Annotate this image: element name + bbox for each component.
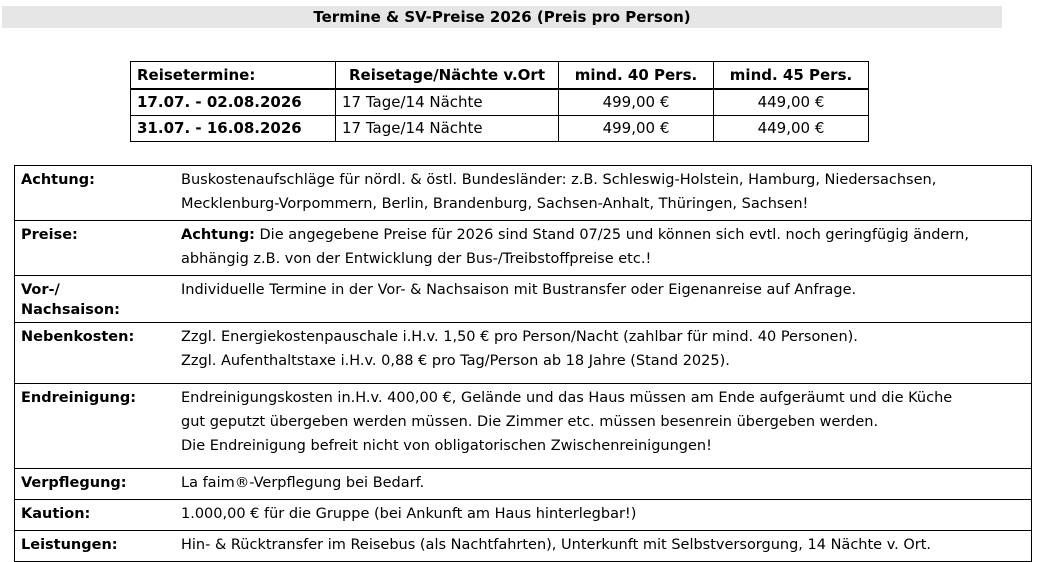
info-label: Endreinigung: — [21, 390, 137, 406]
info-value — [181, 325, 1031, 379]
info-text-line: abhängig z.B. von der Entwicklung der Bus-/Treibstoffpreise etc.! — [181, 251, 652, 267]
info-text-line: Zzgl. Aufenthaltstaxe i.H.v. 0,88 € pro Tag/Person ab 18 Jahre (Stand 2025). — [181, 353, 730, 369]
info-value — [181, 278, 1031, 318]
info-row-achtung — [15, 166, 1031, 220]
price-45-cell: 449,00 € — [714, 116, 869, 142]
info-text-line: gut geputzt übergeben werden müssen. Die Zimmer etc. müssen besenrein übergeben werden. — [181, 414, 879, 430]
info-text-line: Mecklenburg-Vorpommern, Berlin, Brandenburg, Sachsen-Anhalt, Thüringen, Sachsen! — [181, 196, 809, 212]
info-label: Verpflegung: — [21, 475, 127, 491]
info-label-line: Vor-/ — [21, 282, 60, 298]
date-cell: 17.07. - 02.08.2026 — [131, 89, 336, 116]
table-row — [131, 89, 869, 116]
info-label: Leistungen: — [21, 537, 118, 553]
info-row-vorsaison — [15, 275, 1031, 322]
duration-cell: 17 Tage/14 Nächte — [336, 116, 559, 142]
info-text-line: Die Endreinigung befreit nicht von obligatorischen Zwischenreinigungen! — [181, 438, 712, 454]
price-40-cell: 499,00 € — [559, 89, 714, 116]
duration-cell: 17 Tage/14 Nächte — [336, 89, 559, 116]
column-header-mind-45: mind. 45 Pers. — [714, 62, 869, 90]
info-label: Preise: — [21, 227, 78, 243]
page-title: Termine & SV-Preise 2026 (Preis pro Person) — [2, 6, 1002, 28]
info-row-kaution — [15, 499, 1031, 530]
price-40-cell: 499,00 € — [559, 116, 714, 142]
info-row-nebenkosten — [15, 322, 1031, 383]
date-cell: 31.07. - 16.08.2026 — [131, 116, 336, 142]
info-label: Achtung: — [21, 172, 95, 188]
price-45-cell: 449,00 € — [714, 89, 869, 116]
info-value — [181, 471, 1031, 495]
info-text-line: Individuelle Termine in der Vor- & Nachsaison mit Bustransfer oder Eigenanreise auf Anfrage. — [181, 282, 857, 298]
info-row-verpflegung — [15, 468, 1031, 499]
info-emphasis: Achtung: — [181, 227, 255, 243]
info-text-line: Hin- & Rücktransfer im Reisebus (als Nachtfahrten), Unterkunft mit Selbstversorgung, 14 Nächte v. Ort. — [181, 537, 932, 553]
info-value — [181, 533, 1031, 557]
info-row-leistungen — [15, 530, 1031, 561]
column-header-reisetage: Reisetage/Nächte v.Ort — [336, 62, 559, 90]
info-value — [181, 502, 1031, 526]
info-text-line: Zzgl. Energiekostenpauschale i.H.v. 1,50 € pro Person/Nacht (zahlbar für mind. 40 Personen). — [181, 329, 858, 345]
info-value — [181, 168, 1031, 216]
info-label — [15, 278, 181, 318]
table-row — [131, 116, 869, 142]
info-text: Die angegebene Preise für 2026 sind Stand 07/25 und können sich evtl. noch geringfügig ändern, — [254, 227, 969, 243]
info-label-line: Nachsaison: — [21, 302, 120, 318]
dates-table — [130, 61, 869, 142]
info-label: Nebenkosten: — [21, 329, 135, 345]
info-text-line — [181, 223, 1025, 247]
info-text-line: Buskostenaufschläge für nördl. & östl. Bundesländer: z.B. Schleswig-Holstein, Hamburg, Niedersachsen, — [181, 172, 937, 188]
info-row-preise — [15, 220, 1031, 275]
info-value — [181, 223, 1031, 271]
table-header-row — [131, 62, 869, 90]
info-label: Kaution: — [21, 506, 91, 522]
info-text-line: La faim®-Verpflegung bei Bedarf. — [181, 475, 425, 491]
info-value — [181, 386, 1031, 464]
info-text-line: Endreinigungskosten in.H.v. 400,00 €, Gelände und das Haus müssen am Ende aufgeräumt und die Küche — [181, 390, 953, 406]
column-header-mind-40: mind. 40 Pers. — [559, 62, 714, 90]
info-table — [14, 165, 1032, 562]
info-row-endreinigung — [15, 383, 1031, 468]
column-header-reisetermine: Reisetermine: — [131, 62, 336, 90]
info-text-line: 1.000,00 € für die Gruppe (bei Ankunft am Haus hinterlegbar!) — [181, 506, 637, 522]
